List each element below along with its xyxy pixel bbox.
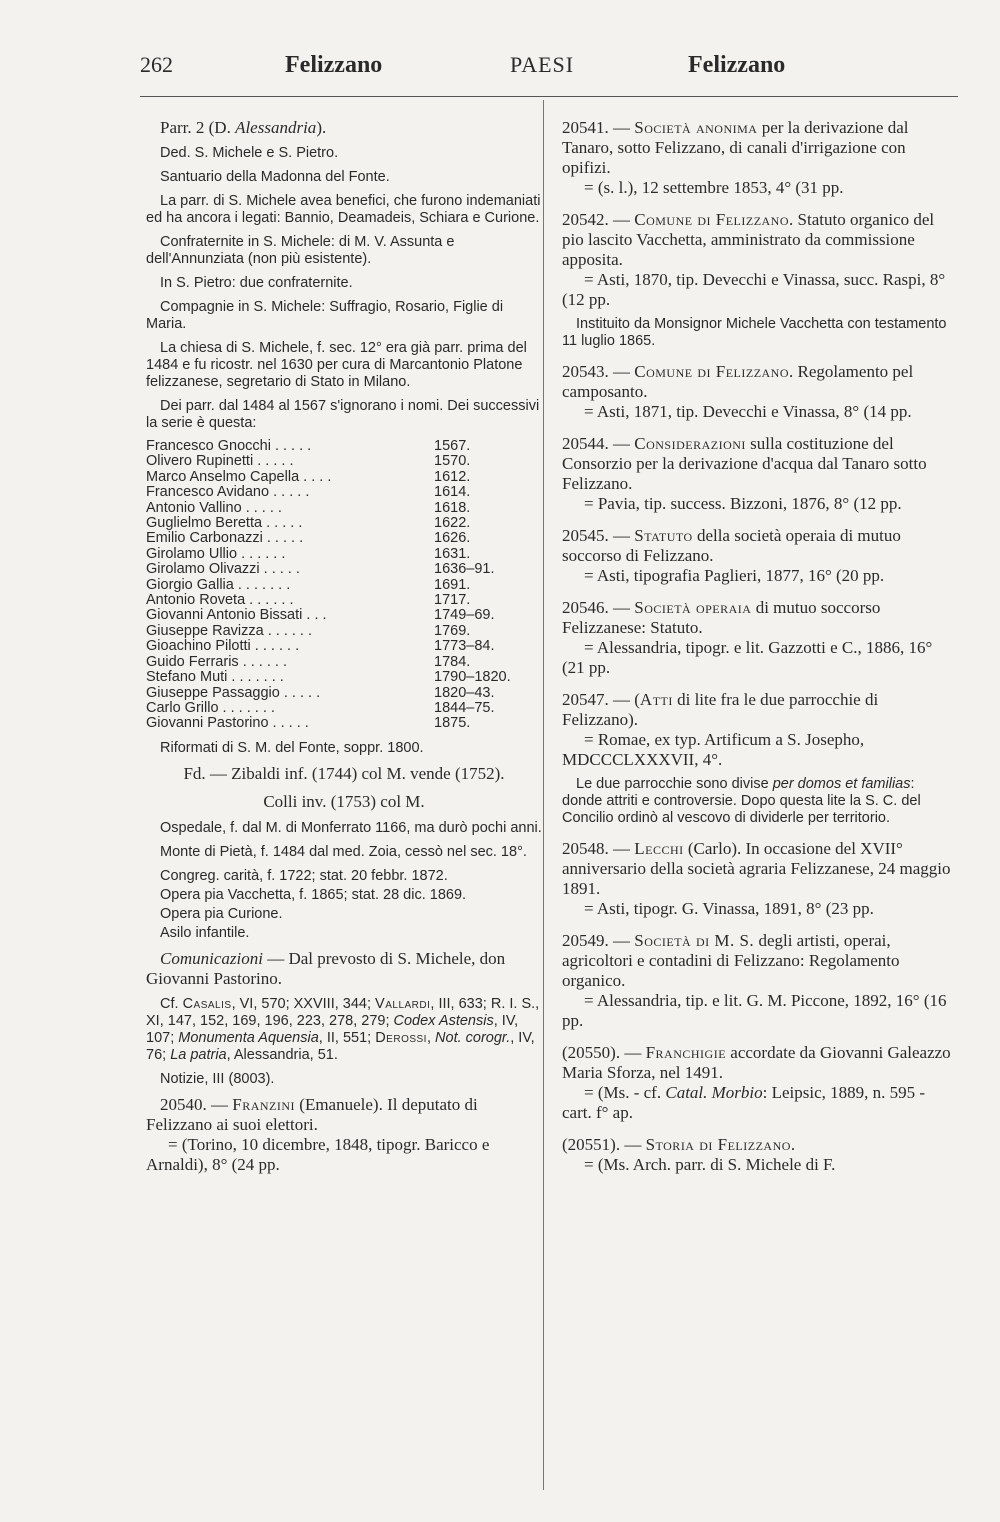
parroco-name: Gioachino Pilotti . . . . . . [146, 638, 300, 655]
entry-number: 20541. — [562, 118, 635, 137]
parroco-name: Francesco Gnocchi . . . . . [146, 438, 312, 454]
in-pietro: In S. Pietro: due confraternite. [160, 275, 353, 291]
entry-author: Considerazioni [634, 434, 746, 453]
entry-publication: = Asti, tipogr. G. Vinassa, 1891, 8° (23 pp. [584, 899, 874, 918]
parroco-name: Antonio Roveta . . . . . . [146, 592, 294, 609]
entry-20544 [562, 434, 957, 514]
entry-title: accordate da Giovanni Galeazzo Maria Sforza, nel 1491. [562, 1043, 951, 1082]
entry-author: Storia di Felizzano [645, 1135, 791, 1154]
parroco-name: Carlo Grillo . . . . . . . [146, 699, 275, 716]
running-header [140, 52, 960, 88]
parroco-row [146, 470, 526, 485]
fondi-line-1: Fd. — Zibaldi inf. (1744) col M. vende (1752). [183, 763, 505, 783]
left-column [146, 118, 542, 1187]
right-column [562, 118, 957, 1187]
entry-title: . Statuto organico del pio lascito Vacchetta, amministrato da commissione apposita. [562, 210, 935, 269]
dedication: Ded. S. Michele e S. Pietro. [160, 145, 339, 161]
parroco-row [146, 686, 526, 701]
compagnie: Compagnie in S. Michele: Suffragio, Rosario, Figlie di Maria. [146, 299, 504, 332]
opera-curione: Opera pia Curione. [160, 905, 283, 922]
entry-number: 20543. — [562, 362, 635, 381]
parroco-row [146, 655, 526, 670]
page-number: 262 [140, 52, 173, 77]
parrocchie-line [146, 118, 542, 138]
parroco-name: Giorgio Gallia . . . . . . . [146, 576, 291, 593]
header-center-title: PAESI [510, 52, 575, 77]
parroco-row [146, 670, 526, 685]
pub-part: : Leipsic, 1889, n. 595 - cart. f° ap. [562, 1083, 926, 1122]
entry-20541 [562, 118, 957, 198]
parroco-year: 1875. [434, 715, 471, 732]
header-rule [140, 96, 958, 97]
parroco-row [146, 578, 526, 593]
benefici: La parr. di S. Michele avea benefici, che furono indemaniati ed ha ancora i legati: Bannio, Deamadeis, Schiara e Curione. [146, 193, 541, 226]
entry-publication: = Pavia, tip. success. Bizzoni, 1876, 8° (12 pp. [584, 494, 902, 513]
parroco-row [146, 501, 526, 516]
entry-author: Società di M. S. [634, 931, 755, 950]
parroco-year: 1612. [434, 468, 471, 485]
ref-not-corogr: Not. corogr. [435, 1029, 511, 1046]
entry-title: della società operaia di mutuo soccorso di Felizzano. [562, 526, 901, 565]
entry-publication: = Romae, ex typ. Artificum a S. Josepho, MDCCCLXXXVII, 4°. [562, 730, 865, 769]
entry-number: 20542. — [562, 210, 635, 229]
comunicazioni-text: — Dal prevosto di S. Michele, don Giovanni Pastorino. [146, 948, 506, 988]
parroco-name: Girolamo Ullio . . . . . . [146, 545, 286, 562]
ref-part: , III, 633; R. I. S., XI, 147, 152, 169, 196, 223, 278, 279; [146, 995, 540, 1029]
parroco-year: 1626. [434, 530, 471, 547]
parroco-year: 1790–1820. [434, 669, 511, 686]
comunicazioni [146, 949, 542, 989]
entry-author: Atti [639, 690, 673, 709]
ref-part: , II, 551; [318, 1029, 376, 1046]
ref-casalis: Casalis [182, 995, 232, 1012]
entry-title: di lite fra le due parrocchie di Felizzano). [562, 690, 879, 729]
entry-title: degli artisti, operai, agricoltori e contadini di Felizzano: Regolamento organico. [562, 931, 900, 990]
entry-publication [562, 1083, 957, 1123]
parroco-year: 1844–75. [434, 699, 495, 716]
parroco-name: Giuseppe Passaggio . . . . . [146, 684, 321, 701]
entry-20551 [562, 1135, 957, 1175]
parroco-name: Guido Ferraris . . . . . . [146, 653, 288, 670]
entry-publication: = Alessandria, tip. e lit. G. M. Piccone, 1892, 16° (16 pp. [562, 991, 947, 1030]
parroco-year: 1717. [434, 592, 471, 609]
parroco-name: Stefano Muti . . . . . . . [146, 669, 284, 686]
entry-number: (20551). — [562, 1135, 646, 1154]
entry-20545 [562, 526, 957, 586]
parroco-row [146, 716, 526, 731]
entry-20547-note [562, 776, 957, 827]
santuario: Santuario della Madonna del Fonte. [160, 169, 390, 185]
parr-prefix: Parr. 2 (D. [160, 118, 236, 137]
parroco-year: 1773–84. [434, 638, 495, 655]
riformati: Riformati di S. M. del Fonte, soppr. 1800. [160, 739, 424, 756]
parroco-name: Giuseppe Ravizza . . . . . . [146, 622, 313, 639]
entry-author: Statuto [634, 526, 693, 545]
parroco-name: Girolamo Olivazzi . . . . . [146, 561, 300, 578]
parroco-year: 1618. [434, 499, 471, 516]
header-left-title: Felizzano [285, 52, 383, 78]
parr-suffix: ). [316, 118, 327, 137]
pub-italic: Catal. Morbio [665, 1083, 763, 1102]
entry-title: (Carlo). In occasione del XVII° anniversario della società agraria Felizzanese, 24 maggio 1891. [562, 839, 951, 898]
header-right-title: Felizzano [688, 52, 786, 78]
parroco-year: 1570. [434, 453, 471, 470]
parroco-name: Giovanni Pastorino . . . . . [146, 715, 309, 732]
parroco-name: Giovanni Antonio Bissati . . . [146, 607, 327, 624]
entry-20543 [562, 362, 957, 422]
entry-number: 20546. — [562, 598, 635, 617]
parroco-name: Olivero Rupinetti . . . . . [146, 453, 294, 470]
entry-author: Comune di Felizzano [634, 210, 790, 229]
ref-patria: La patria [170, 1046, 227, 1063]
entry-number: 20547. — ( [562, 690, 640, 709]
entry-author: Società anonima [634, 118, 758, 137]
entry-title: di mutuo soccorso Felizzanese: Statuto. [562, 598, 881, 637]
parroco-name: Emilio Carbonazzi . . . . . [146, 530, 304, 547]
ospedale: Ospedale, f. dal M. di Monferrato 1166, ma durò pochi anni. [160, 819, 542, 836]
entry-author: Franchigie [645, 1043, 727, 1062]
entry-20548 [562, 839, 957, 919]
parroco-row [146, 639, 526, 654]
parroco-year: 1769. [434, 622, 471, 639]
parroco-row [146, 562, 526, 577]
parroco-year: 1636–91. [434, 561, 495, 578]
entry-20549 [562, 931, 957, 1031]
entry-number: 20549. — [562, 931, 635, 950]
note-part: Le due parrocchie sono divise [576, 776, 773, 792]
entry-author: Franzini [232, 1094, 296, 1114]
entry-author: Comune di Felizzano [634, 362, 790, 381]
parroco-year: 1820–43. [434, 684, 495, 701]
entry-publication: = Asti, 1870, tip. Devecchi e Vinassa, succ. Raspi, 8° (12 pp. [562, 270, 946, 309]
ref-part: Cf. [160, 995, 183, 1012]
parroco-row [146, 547, 526, 562]
entry-title: sulla costituzione del Consorzio per la derivazione d'acqua dal Tanaro sotto Felizzano. [562, 434, 927, 493]
parroco-year: 1614. [434, 484, 471, 501]
parroco-name: Guglielmo Beretta . . . . . [146, 515, 303, 532]
entry-author: Società operaia [634, 598, 752, 617]
parr-diocese: Alessandria [235, 118, 317, 137]
parroco-year: 1691. [434, 576, 471, 593]
parroco-row [146, 454, 526, 469]
parroco-row [146, 516, 526, 531]
parroco-row [146, 485, 526, 500]
entry-20550 [562, 1043, 957, 1123]
monte-pieta: Monte di Pietà, f. 1484 dal med. Zoia, cessò nel sec. 18°. [160, 843, 527, 860]
entry-20540 [146, 1095, 542, 1175]
ref-monumenta: Monumenta Aquensia [178, 1029, 319, 1046]
entry-title: . [790, 1135, 796, 1154]
entry-number: 20544. — [562, 434, 635, 453]
parroco-row [146, 593, 526, 608]
parroco-year: 1749–69. [434, 607, 495, 624]
entry-author: Lecchi [634, 839, 684, 858]
ref-part: , IV, 107; [146, 1012, 519, 1046]
entry-number: 20545. — [562, 526, 635, 545]
parroci-list [146, 439, 526, 732]
ref-part: , Alessandria, 51. [226, 1046, 338, 1063]
entry-publication: = (Torino, 10 dicembre, 1848, tipogr. Baricco e Arnaldi), 8° (24 pp. [146, 1134, 490, 1174]
ref-derossi: Derossi [375, 1029, 427, 1046]
parroco-year: 1784. [434, 653, 471, 670]
parroco-year: 1567. [434, 438, 471, 454]
note-part: : donde attriti e controversie. Dopo questa lite la S. C. del Concilio ordinò al vescovo di dividerle per territorio. [562, 776, 921, 826]
parroco-row [146, 439, 526, 454]
entry-publication: = Asti, 1871, tip. Devecchi e Vinassa, 8° (14 pp. [584, 402, 912, 421]
column-divider [543, 100, 544, 1490]
chiesa-history: La chiesa di S. Michele, f. sec. 12° era già parr. prima del 1484 e fu ricostr. nel 1630 per cura di Marcantonio Platone felizzanese, segretario di Stato in Milano. [146, 340, 527, 390]
entry-20542 [562, 210, 957, 310]
entry-title: per la derivazione dal Tanaro, sotto Felizzano, di canali d'irrigazione con opifizi. [562, 118, 909, 177]
comunicazioni-label: Comunicazioni [160, 948, 263, 968]
entry-title: (Emanuele). Il deputato di Felizzano ai suoi elettori. [146, 1094, 478, 1134]
entry-publication: = (Ms. Arch. parr. di S. Michele di F. [584, 1155, 836, 1174]
opera-vacchetta: Opera pia Vacchetta, f. 1865; stat. 28 dic. 1869. [160, 886, 467, 903]
congregazione: Congreg. carità, f. 1722; stat. 20 febbr. 1872. [160, 867, 448, 884]
entry-20547 [562, 690, 957, 770]
parroco-name: Francesco Avidano . . . . . [146, 484, 310, 501]
ignorano-note: Dei parr. dal 1484 al 1567 s'ignorano i nomi. Dei successivi la serie è questa: [146, 398, 540, 431]
fondi-line-2: Colli inv. (1753) col M. [263, 791, 425, 811]
entry-title: . Regolamento pel camposanto. [562, 362, 914, 401]
confraternite: Confraternite in S. Michele: di M. V. Assunta e dell'Annunziata (non più esistente). [146, 234, 455, 267]
pub-part: = (Ms. - cf. [584, 1083, 666, 1102]
entry-publication: = Asti, tipografia Paglieri, 1877, 16° (20 pp. [584, 566, 885, 585]
parroco-name: Marco Anselmo Capella . . . . [146, 468, 332, 485]
parroco-row [146, 624, 526, 639]
parroco-row [146, 531, 526, 546]
parroco-year: 1622. [434, 515, 471, 532]
parroco-row [146, 701, 526, 716]
references [146, 996, 542, 1064]
parroco-name: Antonio Vallino . . . . . [146, 499, 282, 516]
entry-publication: = (s. l.), 12 settembre 1853, 4° (31 pp. [584, 178, 844, 197]
ref-part: , IV, 76; [146, 1029, 535, 1063]
ref-codex: Codex Astensis [393, 1012, 494, 1029]
asilo: Asilo infantile. [160, 924, 250, 941]
entry-publication: = Alessandria, tipogr. e lit. Gazzotti e C., 1886, 16° (21 pp. [562, 638, 933, 677]
entry-number: 20540. — [160, 1094, 233, 1114]
parroco-row [146, 608, 526, 623]
ref-vallardi: Vallardi [375, 995, 431, 1012]
entry-20546 [562, 598, 957, 678]
entry-20542-note: Instituito da Monsignor Michele Vacchetta con testamento 11 luglio 1865. [562, 316, 947, 349]
ref-part: , [426, 1029, 436, 1046]
ref-part: , VI, 570; XXVIII, 344; [231, 995, 376, 1012]
entry-number: 20548. — [562, 839, 635, 858]
notizie: Notizie, III (8003). [160, 1070, 275, 1087]
parroco-year: 1631. [434, 545, 471, 562]
entry-number: (20550). — [562, 1043, 646, 1062]
note-italic: per domos et familias [772, 776, 911, 792]
